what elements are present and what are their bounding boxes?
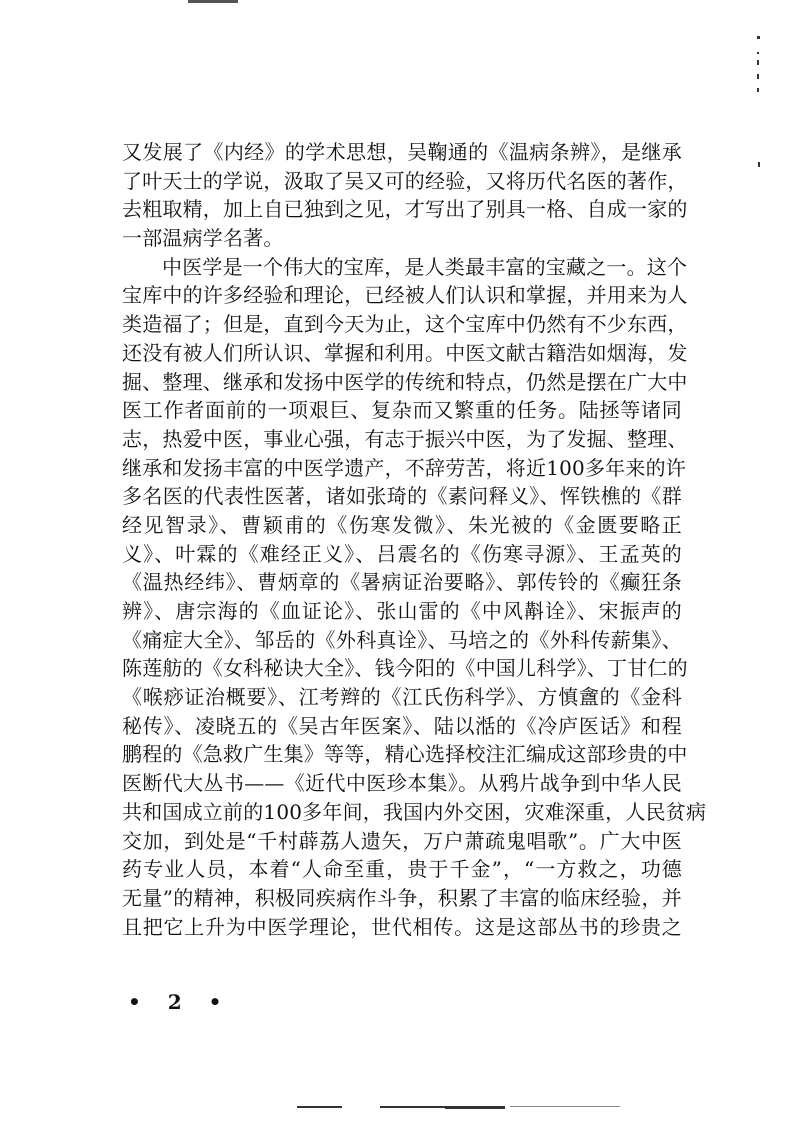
text-line: 继承和发扬丰富的中医学遗产，不辞劳苦，将近100多年来的许: [122, 455, 686, 480]
body-text: [122, 138, 707, 941]
text-line: 且把它上升为中医学理论，世代相传。这是这部丛书的珍贵之: [122, 914, 682, 939]
scan-artifact-footer-line: [510, 1106, 620, 1107]
text-line: 共和国成立前的100多年间，我国内外交困，灾难深重，人民贫病: [122, 799, 707, 824]
scan-artifact-footer-line: [297, 1106, 342, 1108]
scan-artifact-dot: [757, 52, 759, 54]
scan-artifact-dot: [758, 162, 760, 167]
text-line: 秘传》、凌晓五的《吴古年医案》、陆以湉的《冷庐医话》和程: [122, 713, 682, 738]
text-line: 《喉痧证治概要》、江考辫的《江氏伤科学》、方慎盦的《金科: [122, 685, 682, 710]
text-line: 掘、整理、继承和发扬中医学的传统和特点，仍然是摆在广大中: [122, 369, 688, 394]
text-line: 药专业人员，本着“人命至重，贵于千金”，“一方救之，功德: [122, 857, 682, 882]
scan-artifact-dot: [757, 74, 759, 79]
scan-artifact-dot: [757, 88, 759, 92]
paragraph-1: [122, 138, 688, 253]
text-line: 了叶天士的学说，汲取了吴又可的经验，又将历代名医的著作，: [122, 168, 688, 193]
text-line: 陈莲舫的《女科秘诀大全》、钱今阳的《中国儿科学》、丁甘仁的: [122, 656, 688, 681]
text-line: 还没有被人们所认识、掌握和利用。中医文献古籍浩如烟海，发: [122, 340, 688, 365]
text-line: 经见智录》、曹颖甫的《伤寒发微》、朱光被的《金匮要略正: [122, 512, 682, 537]
scan-artifact-dot: [757, 60, 759, 65]
text-line: 一部温病学名著。: [122, 226, 284, 251]
text-line: 义》、叶霖的《难经正义》、吕震名的《伤寒寻源》、王孟英的: [122, 541, 682, 566]
text-line: 类造福了；但是，直到今天为止，这个宝库中仍然有不少东西，: [122, 312, 688, 337]
text-line: 又发展了《内经》的学术思想，吴鞠通的《温病条辨》，是继承: [122, 140, 682, 164]
text-line: 中医学是一个伟大的宝库，是人类最丰富的宝藏之一。这个: [162, 254, 688, 279]
text-line: 鹏程的《急救广生集》等等，精心选择校注汇编成这部珍贵的中: [122, 742, 688, 767]
text-line: 志，热爱中医，事业心强，有志于振兴中医，为了发掘、整理、: [122, 426, 688, 451]
text-line: 辨》、唐宗海的《血证论》、张山雷的《中风斠诠》、宋振声的: [122, 599, 682, 623]
text-line: 医断代大丛书——《近代中医珍本集》。从鸦片战争到中华人民: [122, 771, 682, 796]
text-line: 多名医的代表性医著，诸如张琦的《素问释义》、恽铁樵的《群: [122, 484, 682, 509]
scan-artifact-header: [188, 0, 238, 3]
text-line: 医工作者面前的一项艰巨、复杂而又繁重的任务。陆拯等诸同: [122, 398, 682, 423]
text-line: 《温热经纬》、曹炳章的《暑病证治要略》、郭传铃的《癫狂条: [122, 570, 682, 595]
text-line: 《痛症大全》、邹岳的《外科真诠》、马培之的《外科传薪集》、: [122, 627, 682, 652]
scan-artifact-footer-line: [445, 1106, 505, 1109]
text-line: 去粗取精，加上自已独到之见，才写出了别具一格、自成一家的: [122, 197, 688, 222]
text-line: 无量”的精神，积极同疾病作斗争，积累了丰富的临床经验，并: [122, 885, 682, 910]
text-line: 宝库中的许多经验和理论，已经被人们认识和掌握，并用来为人: [122, 283, 688, 308]
page-number: • 2 •: [128, 990, 232, 1014]
paragraph-2: [122, 253, 707, 942]
text-line: 交加，到处是“千村薜荔人遗矢，万户萧疏鬼唱歌”。广大中医: [122, 828, 682, 853]
scan-artifact-dot: [757, 36, 760, 39]
